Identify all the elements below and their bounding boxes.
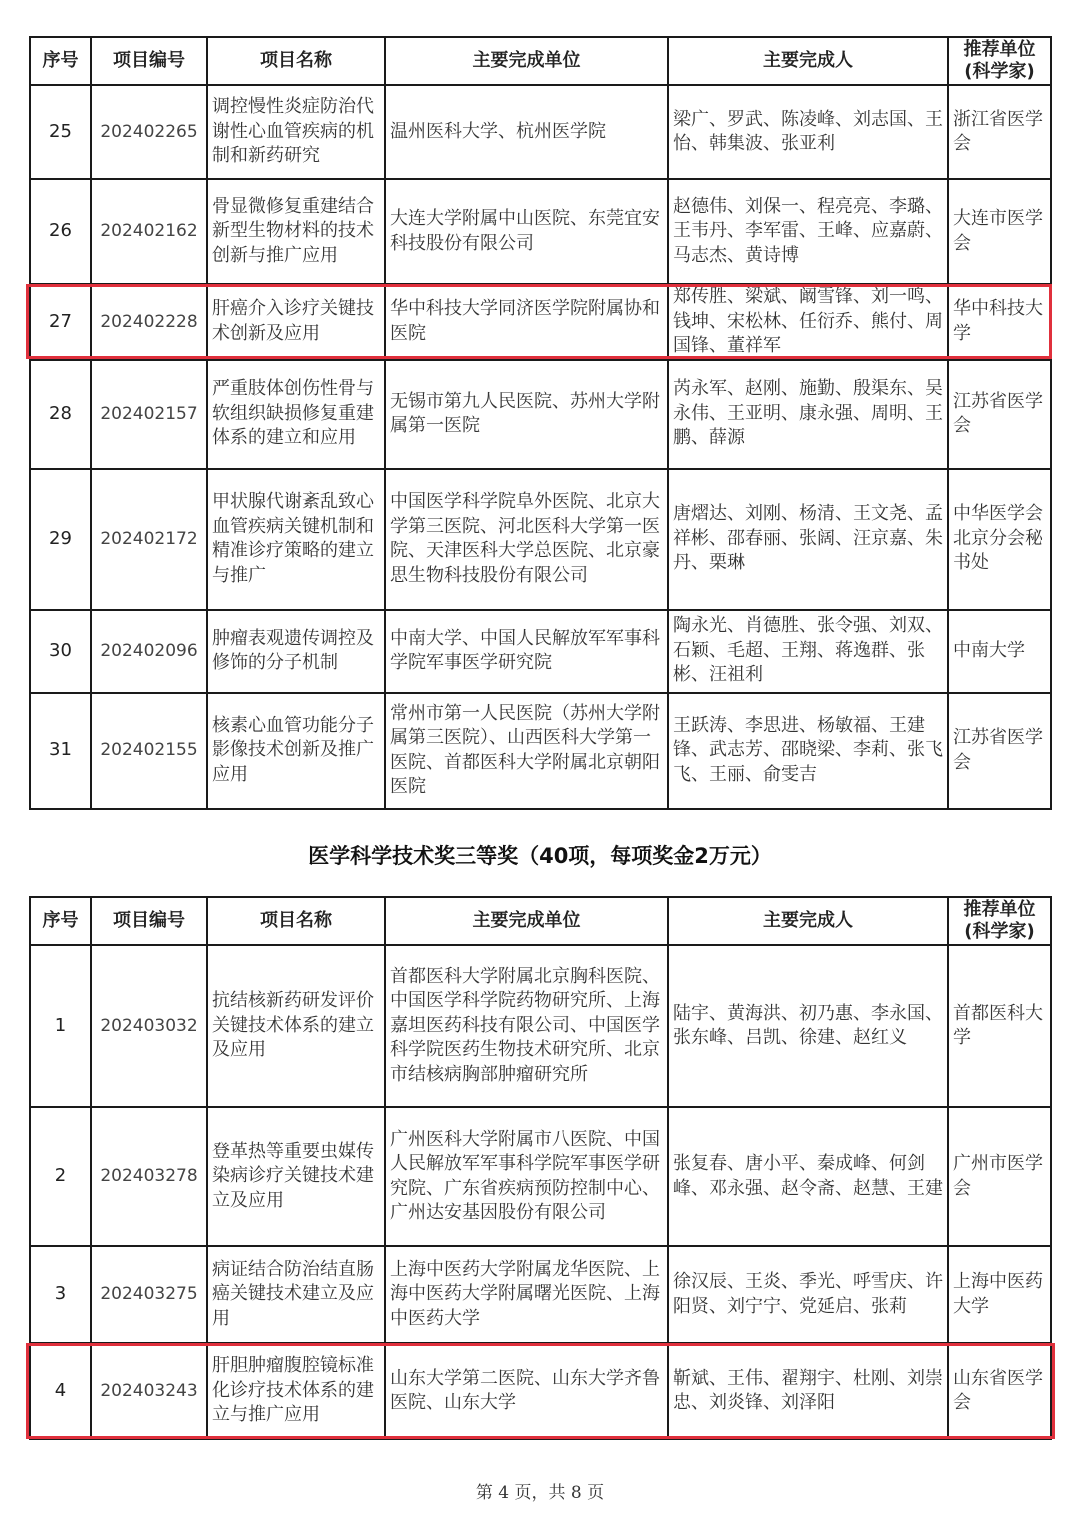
cell-units: 中南大学、中国人民解放军军事科学院军事医学研究院 <box>385 610 668 693</box>
cell-project-name: 调控慢性炎症防治代谢性心血管疾病的机制和新药研究 <box>207 85 385 179</box>
table-row <box>30 85 1051 179</box>
table-row <box>30 1246 1051 1343</box>
cell-people: 徐汉辰、王炎、季光、呼雪庆、许阳贤、刘宁宁、党延启、张莉 <box>668 1246 948 1343</box>
table-header-row <box>30 37 1051 85</box>
header-rec-line1: 推荐单位 <box>963 899 1036 920</box>
cell-units: 华中科技大学同济医学院附属协和医院 <box>385 284 668 360</box>
table-row <box>30 360 1051 469</box>
table-row <box>30 945 1051 1107</box>
cell-people: 陆宇、黄海洪、初乃惠、李永国、张东峰、吕凯、徐建、赵红义 <box>668 945 948 1107</box>
cell-units: 大连大学附属中山医院、东莞宜安科技股份有限公司 <box>385 179 668 284</box>
cell-project-code: 202403278 <box>91 1107 207 1246</box>
cell-recommender: 中华医学会北京分会秘书处 <box>948 469 1051 610</box>
cell-project-name: 核素心血管功能分子影像技术创新及推广应用 <box>207 693 385 809</box>
cell-units: 山东大学第二医院、山东大学齐鲁医院、山东大学 <box>385 1343 668 1439</box>
cell-project-code: 202402162 <box>91 179 207 284</box>
cell-recommender: 山东省医学会 <box>948 1343 1051 1439</box>
cell-project-name: 甲状腺代谢紊乱致心血管疾病关键机制和精准诊疗策略的建立与推广 <box>207 469 385 610</box>
cell-project-name: 抗结核新药研发评价关键技术体系的建立及应用 <box>207 945 385 1107</box>
cell-project-name: 肝癌介入诊疗关键技术创新及应用 <box>207 284 385 360</box>
header-recommender <box>948 897 1051 945</box>
section-title: 医学科学技术奖三等奖（40项，每项奖金2万元） <box>308 844 772 868</box>
page-footer: 第 4 页，共 8 页 <box>475 1483 605 1503</box>
cell-project-code: 202402265 <box>91 85 207 179</box>
header-rec-line2: (科学家) <box>964 921 1035 942</box>
cell-units: 温州医科大学、杭州医学院 <box>385 85 668 179</box>
cell-recommender: 华中科技大学 <box>948 284 1051 360</box>
cell-project-code: 202402172 <box>91 469 207 610</box>
cell-seq: 1 <box>30 945 91 1107</box>
awards-table-third-class <box>29 896 1052 1440</box>
cell-project-name: 骨显微修复重建结合新型生物材料的技术创新与推广应用 <box>207 179 385 284</box>
header-name: 项目名称 <box>207 897 385 945</box>
cell-project-code: 202403275 <box>91 1246 207 1343</box>
header-name: 项目名称 <box>207 37 385 85</box>
cell-units: 中国医学科学院阜外医院、北京大学第三医院、河北医科大学第一医院、天津医科大学总医院、北京豪思生物科技股份有限公司 <box>385 469 668 610</box>
cell-people: 靳斌、王伟、翟翔宇、杜刚、刘崇忠、刘炎锋、刘泽阳 <box>668 1343 948 1439</box>
cell-project-code: 202402157 <box>91 360 207 469</box>
header-units: 主要完成单位 <box>385 37 668 85</box>
cell-seq: 29 <box>30 469 91 610</box>
cell-recommender: 江苏省医学会 <box>948 360 1051 469</box>
table-row <box>30 179 1051 284</box>
cell-people: 芮永军、赵刚、施勤、殷渠东、吴永伟、王亚明、康永强、周明、王鹏、薛源 <box>668 360 948 469</box>
cell-recommender: 江苏省医学会 <box>948 693 1051 809</box>
cell-seq: 26 <box>30 179 91 284</box>
awards-table-second-class <box>29 36 1052 810</box>
header-units: 主要完成单位 <box>385 897 668 945</box>
header-people: 主要完成人 <box>668 37 948 85</box>
cell-project-name: 病证结合防治结直肠癌关键技术建立及应用 <box>207 1246 385 1343</box>
header-code: 项目编号 <box>91 37 207 85</box>
cell-units: 上海中医药大学附属龙华医院、上海中医药大学附属曙光医院、上海中医药大学 <box>385 1246 668 1343</box>
header-recommender <box>948 37 1051 85</box>
cell-project-name: 严重肢体创伤性骨与软组织缺损修复重建体系的建立和应用 <box>207 360 385 469</box>
cell-people: 陶永光、肖德胜、张令强、刘双、石颖、毛超、王翔、蒋逸群、张彬、汪祖利 <box>668 610 948 693</box>
table-row <box>30 693 1051 809</box>
cell-units: 常州市第一人民医院（苏州大学附属第三医院）、山西医科大学第一医院、首都医科大学附属北京朝阳医院 <box>385 693 668 809</box>
cell-units: 广州医科大学附属市八医院、中国人民解放军军事科学院军事医学研究院、广东省疾病预防控制中心、广州达安基因股份有限公司 <box>385 1107 668 1246</box>
cell-recommender: 上海中医药大学 <box>948 1246 1051 1343</box>
cell-people: 唐熠达、刘刚、杨清、王文尧、孟祥彬、邵春丽、张阔、汪京嘉、朱丹、栗琳 <box>668 469 948 610</box>
cell-project-name: 肝胆肿瘤腹腔镜标准化诊疗技术体系的建立与推广应用 <box>207 1343 385 1439</box>
table-row <box>30 1343 1051 1439</box>
header-people: 主要完成人 <box>668 897 948 945</box>
cell-recommender: 首都医科大学 <box>948 945 1051 1107</box>
header-seq: 序号 <box>30 897 91 945</box>
header-seq: 序号 <box>30 37 91 85</box>
cell-seq: 31 <box>30 693 91 809</box>
cell-project-code: 202403243 <box>91 1343 207 1439</box>
table-header-row <box>30 897 1051 945</box>
table-row <box>30 1107 1051 1246</box>
cell-project-name: 登革热等重要虫媒传染病诊疗关键技术建立及应用 <box>207 1107 385 1246</box>
header-code: 项目编号 <box>91 897 207 945</box>
cell-units: 无锡市第九人民医院、苏州大学附属第一医院 <box>385 360 668 469</box>
cell-seq: 4 <box>30 1343 91 1439</box>
cell-seq: 2 <box>30 1107 91 1246</box>
cell-project-name: 肿瘤表观遗传调控及修饰的分子机制 <box>207 610 385 693</box>
cell-recommender: 浙江省医学会 <box>948 85 1051 179</box>
cell-people: 赵德伟、刘保一、程亮亮、李璐、王韦丹、李军雷、王峰、应嘉蔚、马志杰、黄诗博 <box>668 179 948 284</box>
header-rec-line1: 推荐单位 <box>963 39 1036 60</box>
cell-seq: 3 <box>30 1246 91 1343</box>
table-row <box>30 284 1051 360</box>
cell-units: 首都医科大学附属北京胸科医院、中国医学科学院药物研究所、上海嘉坦医药科技有限公司、中国医学科学院医药生物技术研究所、北京市结核病胸部肿瘤研究所 <box>385 945 668 1107</box>
cell-seq: 30 <box>30 610 91 693</box>
table-row <box>30 610 1051 693</box>
cell-seq: 28 <box>30 360 91 469</box>
cell-recommender: 大连市医学会 <box>948 179 1051 284</box>
cell-project-code: 202402228 <box>91 284 207 360</box>
cell-project-code: 202403032 <box>91 945 207 1107</box>
cell-people: 王跃涛、李思进、杨敏福、王建锋、武志芳、邵晓梁、李莉、张飞飞、王丽、俞雯吉 <box>668 693 948 809</box>
cell-seq: 25 <box>30 85 91 179</box>
cell-project-code: 202402096 <box>91 610 207 693</box>
cell-recommender: 中南大学 <box>948 610 1051 693</box>
cell-seq: 27 <box>30 284 91 360</box>
header-rec-line2: (科学家) <box>964 61 1035 82</box>
cell-project-code: 202402155 <box>91 693 207 809</box>
cell-people: 梁广、罗武、陈凌峰、刘志国、王怡、韩集波、张亚利 <box>668 85 948 179</box>
cell-people: 张复春、唐小平、秦成峰、何剑峰、邓永强、赵令斋、赵慧、王建 <box>668 1107 948 1246</box>
table-row <box>30 469 1051 610</box>
cell-people: 郑传胜、梁斌、阚雪锋、刘一鸣、钱坤、宋松林、任衍乔、熊付、周国锋、董祥军 <box>668 284 948 360</box>
cell-recommender: 广州市医学会 <box>948 1107 1051 1246</box>
